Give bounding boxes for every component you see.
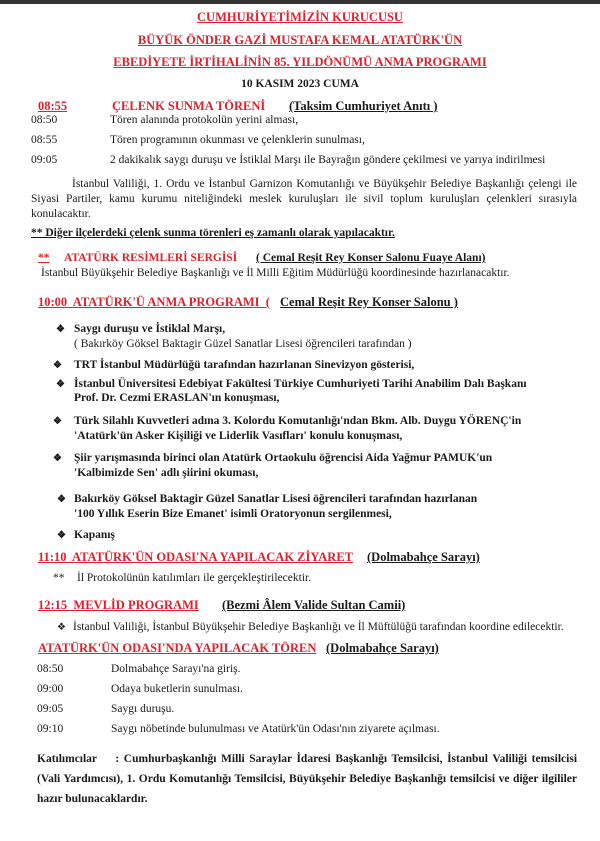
- mevlid-bullet: [57, 620, 564, 635]
- diamond-bullet-icon: ❖: [57, 494, 66, 505]
- title-line-2: BÜYÜK ÖNDER GAZİ MUSTAFA KEMAL ATATÜRK'ÜN: [137, 33, 463, 47]
- anma-bullet: [56, 322, 225, 337]
- anma-bullet: [57, 528, 115, 543]
- anma-bullet: [53, 451, 492, 466]
- diamond-bullet-icon: ❖: [56, 324, 65, 335]
- sergi-place: ( Cemal Reşit Rey Konser Salonu Fuaye Alanı): [256, 252, 486, 264]
- oda-heading: ATATÜRK'ÜN ODASI'NDA YAPILACAK TÖREN: [38, 641, 317, 655]
- mevlid-text: İstanbul Valiliği, İstanbul Büyükşehir Belediye Başkanlığı ve İl Müftülüğü tarafından koordine edilecektir.: [73, 621, 564, 633]
- top-bar: [0, 0, 600, 4]
- bullet-text-2: ( Bakırköy Göksel Baktagir Güzel Sanatlar Lisesi öğrencileri tarafından ): [74, 338, 412, 350]
- oda-place: (Dolmabahçe Sarayı): [326, 641, 439, 655]
- oda-row-time: 09:05: [37, 703, 64, 715]
- anma-bullet: [56, 377, 527, 392]
- diamond-bullet-icon: ❖: [53, 416, 62, 427]
- bullet-text-2: 'Kalbimizde Sen' adlı şiirini okuması,: [74, 467, 259, 479]
- katilimcilar-paragraph: [37, 749, 577, 809]
- mevlid-title: MEVLİD PROGRAMI: [73, 598, 199, 612]
- anma-bullet: [57, 492, 477, 507]
- oda-row-text: Saygı nöbetinde bulunulması ve Atatürk'ün Odası'nın ziyarete açılması.: [111, 723, 440, 735]
- celenk-place: (Taksim Cumhuriyet Anıtı ): [289, 99, 438, 113]
- bullet-text: Şiir yarışmasında birinci olan Atatürk Ortaokulu öğrencisi Aida Yağmur PAMUK'un: [74, 452, 493, 464]
- oda-row-time: 09:00: [37, 683, 64, 695]
- oda-row-text: Dolmabahçe Sarayı'na giriş.: [111, 663, 241, 675]
- oda-row-time: 09:10: [37, 723, 64, 735]
- sergi-stars: **: [38, 252, 50, 264]
- oda-row-time: 08:50: [37, 663, 64, 675]
- oda-row-text: Odaya buketlerin sunulması.: [111, 683, 243, 695]
- celenk-row-time: 08:55: [31, 134, 58, 146]
- mevlid-time: 12:15: [38, 598, 68, 612]
- bullet-text: Türk Silahlı Kuvvetleri adına 3. Kolordu Komutanlığı'ndan Bkm. Alb. Duygu YÖRENÇ'in: [74, 415, 522, 427]
- bullet-text: İstanbul Üniversitesi Edebiyat Fakültesi Türkiye Cumhuriyeti Tarihi Anabilim Dalı Başkanı: [74, 378, 527, 390]
- diamond-bullet-icon: ❖: [53, 360, 62, 371]
- sergi-title: ATATÜRK RESİMLERİ SERGİSİ: [64, 252, 238, 264]
- title-line-1: CUMHURİYETİMİZİN KURUCUSU: [197, 10, 403, 24]
- celenk-paragraph: İstanbul Valiliği, 1. Ordu ve İstanbul Garnizon Komutanlığı ve Büyükşehir Belediye Başkanlığı çelengi ile Siyasi Partiler, kamu kurumu niteliğindeki meslek kuruluşları ile sivil toplum kuruluşları çelenkleri sırasıyla konulacaktır.: [31, 178, 577, 220]
- anma-bullet: [53, 358, 414, 373]
- katilimcilar-label: Katılımcılar: [37, 753, 98, 765]
- diamond-bullet-icon: ❖: [57, 622, 66, 633]
- anma-title: ATATÜRK'Ü ANMA PROGRAMI: [72, 295, 260, 309]
- anma-bullet: [53, 414, 521, 429]
- celenk-title: ÇELENK SUNMA TÖRENİ: [112, 99, 266, 113]
- bullet-text: Bakırköy Göksel Baktagir Güzel Sanatlar Lisesi öğrencileri tarafından hazırlanan: [74, 493, 478, 505]
- bullet-text-2: Prof. Dr. Cezmi ERASLAN'ın konuşması,: [74, 392, 280, 404]
- celenk-time: 08:55: [38, 99, 68, 113]
- sergi-text: İstanbul Büyükşehir Belediye Başkanlığı ve İl Milli Eğitim Müdürlüğü koordinesinde hazırlanacaktır.: [41, 267, 510, 279]
- bullet-text: TRT İstanbul Müdürlüğü tarafından hazırlanan Sinevizyon gösterisi,: [74, 359, 415, 371]
- anma-time: 10:00: [38, 295, 68, 309]
- bullet-text: Saygı duruşu ve İstiklal Marşı,: [74, 323, 226, 335]
- oda-row-text: Saygı duruşu.: [111, 703, 175, 715]
- ziyaret-place: (Dolmabahçe Sarayı): [367, 550, 480, 564]
- bullet-text: Kapanış: [74, 529, 115, 541]
- celenk-row-time: 09:05: [31, 154, 58, 166]
- celenk-row-text: 2 dakikalık saygı duruşu ve İstiklal Marşı ile Bayrağın göndere çekilmesi ve yarıya indirilmesi: [110, 154, 546, 166]
- date: 10 KASIM 2023 CUMA: [241, 78, 359, 90]
- ziyaret-time: 11:10: [38, 550, 67, 564]
- celenk-row-text: Tören programının okunması ve çelenklerin sunulması,: [110, 134, 365, 146]
- diamond-bullet-icon: ❖: [53, 453, 62, 464]
- ziyaret-text: İl Protokolünün katılımları ile gerçekleştirilecektir.: [77, 572, 312, 584]
- sergi-heading: [38, 251, 253, 265]
- katilimcilar-text: : Cumhurbaşkanlığı Milli Saraylar İdaresi Başkanlığı Temsilcisi, İstanbul Valiliği temsilcisi (Vali Yardımcısı), 1. Ordu Komutanlığı Temsilcisi, Büyükşehir Belediye Başkanlığı temsilcisi ve diğer ilgililer hazır bulunacaklardır.: [37, 753, 578, 805]
- ziyaret-stars: **: [53, 572, 65, 584]
- celenk-heading: [38, 99, 288, 113]
- anma-place: Cemal Reşit Rey Konser Salonu ): [280, 295, 458, 309]
- bullet-text-2: '100 Yıllık Eserin Bize Emanet' isimli Oratoryonun sergilenmesi,: [74, 508, 392, 520]
- bullet-text-2: 'Atatürk'ün Asker Kişiliği ve Liderlik Vasıfları' konulu konuşması,: [74, 430, 403, 442]
- anma-paren: (: [265, 295, 270, 309]
- celenk-row-text: Tören alanında protokolün yerini alması,: [110, 114, 299, 126]
- mevlid-place: (Bezmi Âlem Valide Sultan Camii): [222, 598, 406, 612]
- ziyaret-title: ATATÜRK'ÜN ODASI'NA YAPILACAK ZİYARET: [72, 550, 353, 564]
- anma-heading: [38, 295, 270, 309]
- diamond-bullet-icon: ❖: [57, 530, 66, 541]
- mevlid-heading: [38, 598, 223, 612]
- celenk-row-time: 08:50: [31, 114, 58, 126]
- title-line-3: EBEDİYETE İRTİHALİNİN 85. YILDÖNÜMÜ ANMA PROGRAMI: [113, 55, 487, 69]
- ziyaret-heading: [38, 550, 353, 564]
- celenk-note: ** Diğer ilçelerdeki çelenk sunma törenleri eş zamanlı olarak yapılacaktır.: [31, 227, 395, 239]
- diamond-bullet-icon: ❖: [56, 379, 65, 390]
